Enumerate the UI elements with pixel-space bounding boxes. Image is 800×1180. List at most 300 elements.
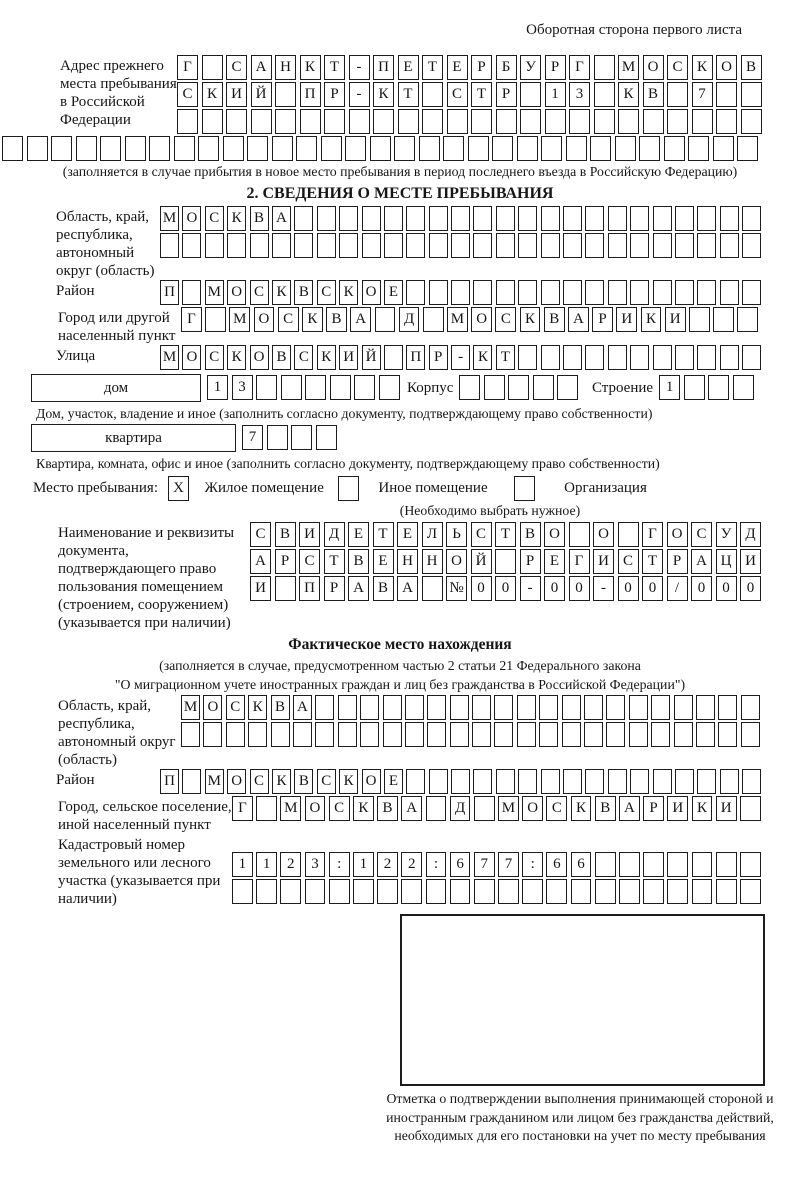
char-box[interactable]: С <box>317 769 336 794</box>
char-box[interactable] <box>595 879 616 904</box>
char-box[interactable]: С <box>329 796 350 821</box>
char-box[interactable] <box>643 852 664 877</box>
char-box[interactable] <box>563 233 582 258</box>
char-box[interactable] <box>533 375 554 400</box>
char-box[interactable] <box>149 136 170 161</box>
char-box[interactable] <box>406 769 425 794</box>
char-box[interactable] <box>423 307 444 332</box>
char-box[interactable]: П <box>160 769 179 794</box>
char-box[interactable] <box>468 136 489 161</box>
char-box[interactable]: Й <box>251 82 272 107</box>
char-box[interactable] <box>251 109 272 134</box>
char-box[interactable] <box>618 109 639 134</box>
char-box[interactable] <box>571 879 592 904</box>
char-box[interactable]: : <box>426 852 447 877</box>
char-box[interactable] <box>697 769 716 794</box>
char-box[interactable] <box>232 879 253 904</box>
char-box[interactable]: Е <box>544 549 565 574</box>
char-box[interactable] <box>718 695 737 720</box>
char-box[interactable]: К <box>692 55 713 80</box>
char-box[interactable]: И <box>593 549 614 574</box>
char-box[interactable] <box>429 206 448 231</box>
char-box[interactable]: В <box>544 307 565 332</box>
char-box[interactable]: С <box>177 82 198 107</box>
char-box[interactable] <box>518 769 537 794</box>
char-box[interactable] <box>522 879 543 904</box>
char-box[interactable] <box>226 109 247 134</box>
char-box[interactable] <box>198 136 219 161</box>
char-box[interactable] <box>294 233 313 258</box>
char-box[interactable]: X <box>168 476 189 501</box>
char-box[interactable]: О <box>593 522 614 547</box>
char-box[interactable]: Р <box>324 576 345 601</box>
char-box[interactable]: В <box>373 576 394 601</box>
char-box[interactable]: 0 <box>716 576 737 601</box>
char-box[interactable]: А <box>350 307 371 332</box>
char-box[interactable] <box>406 233 425 258</box>
char-box[interactable] <box>608 280 627 305</box>
char-box[interactable] <box>541 280 560 305</box>
char-box[interactable] <box>405 695 424 720</box>
char-box[interactable] <box>514 476 535 501</box>
char-box[interactable] <box>353 879 374 904</box>
char-box[interactable] <box>674 722 693 747</box>
char-box[interactable]: Е <box>447 55 468 80</box>
char-box[interactable] <box>202 109 223 134</box>
char-box[interactable] <box>471 109 492 134</box>
char-box[interactable] <box>716 109 737 134</box>
char-box[interactable] <box>563 206 582 231</box>
char-box[interactable] <box>203 722 222 747</box>
char-box[interactable]: К <box>317 345 336 370</box>
char-box[interactable]: О <box>471 307 492 332</box>
char-box[interactable]: С <box>226 55 247 80</box>
char-box[interactable] <box>741 722 760 747</box>
char-box[interactable]: С <box>667 55 688 80</box>
char-box[interactable] <box>697 206 716 231</box>
char-box[interactable] <box>272 233 291 258</box>
char-box[interactable] <box>315 695 334 720</box>
char-box[interactable] <box>518 206 537 231</box>
char-box[interactable] <box>692 109 713 134</box>
char-box[interactable]: Й <box>362 345 381 370</box>
char-box[interactable] <box>517 722 536 747</box>
char-box[interactable]: В <box>326 307 347 332</box>
char-box[interactable] <box>740 796 761 821</box>
char-box[interactable] <box>630 769 649 794</box>
char-box[interactable]: В <box>294 280 313 305</box>
char-box[interactable] <box>492 136 513 161</box>
char-box[interactable] <box>447 109 468 134</box>
char-box[interactable] <box>495 549 516 574</box>
char-box[interactable]: О <box>254 307 275 332</box>
char-box[interactable] <box>496 769 515 794</box>
char-box[interactable] <box>339 233 358 258</box>
char-box[interactable] <box>422 82 443 107</box>
char-box[interactable] <box>345 136 366 161</box>
char-box[interactable] <box>563 769 582 794</box>
char-box[interactable] <box>653 233 672 258</box>
char-box[interactable]: С <box>250 769 269 794</box>
char-box[interactable] <box>742 769 761 794</box>
char-box[interactable]: О <box>250 345 269 370</box>
char-box[interactable] <box>653 769 672 794</box>
char-box[interactable] <box>716 879 737 904</box>
char-box[interactable]: Е <box>384 280 403 305</box>
char-box[interactable] <box>256 879 277 904</box>
char-box[interactable]: В <box>741 55 762 80</box>
char-box[interactable]: 2 <box>401 852 422 877</box>
char-box[interactable] <box>496 280 515 305</box>
char-box[interactable] <box>557 375 578 400</box>
char-box[interactable] <box>718 722 737 747</box>
char-box[interactable]: Т <box>495 522 516 547</box>
char-box[interactable]: М <box>160 345 179 370</box>
char-box[interactable] <box>562 695 581 720</box>
char-box[interactable]: Т <box>324 55 345 80</box>
char-box[interactable]: П <box>160 280 179 305</box>
char-box[interactable] <box>370 136 391 161</box>
char-box[interactable] <box>256 375 277 400</box>
char-box[interactable]: Г <box>569 549 590 574</box>
char-box[interactable]: М <box>229 307 250 332</box>
char-box[interactable]: И <box>299 522 320 547</box>
char-box[interactable] <box>742 280 761 305</box>
char-box[interactable]: К <box>272 769 291 794</box>
char-box[interactable] <box>629 722 648 747</box>
char-box[interactable] <box>250 233 269 258</box>
char-box[interactable] <box>422 576 443 601</box>
char-box[interactable]: В <box>348 549 369 574</box>
char-box[interactable] <box>675 345 694 370</box>
char-box[interactable] <box>300 109 321 134</box>
char-box[interactable] <box>720 769 739 794</box>
char-box[interactable] <box>182 280 201 305</box>
char-box[interactable] <box>692 879 713 904</box>
char-box[interactable]: К <box>520 307 541 332</box>
char-box[interactable] <box>398 109 419 134</box>
char-box[interactable]: К <box>202 82 223 107</box>
char-box[interactable]: В <box>271 695 290 720</box>
char-box[interactable] <box>569 109 590 134</box>
char-box[interactable] <box>293 722 312 747</box>
char-box[interactable]: В <box>250 206 269 231</box>
char-box[interactable] <box>520 109 541 134</box>
char-box[interactable] <box>2 136 23 161</box>
char-box[interactable] <box>720 233 739 258</box>
char-box[interactable]: 2 <box>280 852 301 877</box>
char-box[interactable]: 3 <box>305 852 326 877</box>
char-box[interactable]: А <box>401 796 422 821</box>
char-box[interactable]: А <box>348 576 369 601</box>
char-box[interactable]: В <box>275 522 296 547</box>
char-box[interactable]: № <box>446 576 467 601</box>
char-box[interactable]: 0 <box>471 576 492 601</box>
char-box[interactable] <box>427 695 446 720</box>
char-box[interactable]: М <box>205 769 224 794</box>
char-box[interactable] <box>563 280 582 305</box>
char-box[interactable]: Й <box>471 549 492 574</box>
char-box[interactable] <box>474 879 495 904</box>
char-box[interactable]: Ь <box>446 522 467 547</box>
char-box[interactable] <box>541 345 560 370</box>
char-box[interactable]: М <box>447 307 468 332</box>
char-box[interactable]: О <box>544 522 565 547</box>
char-box[interactable]: О <box>667 522 688 547</box>
char-box[interactable] <box>429 280 448 305</box>
char-box[interactable] <box>741 109 762 134</box>
char-box[interactable] <box>375 307 396 332</box>
char-box[interactable] <box>182 233 201 258</box>
char-box[interactable]: Е <box>384 769 403 794</box>
char-box[interactable] <box>518 345 537 370</box>
char-box[interactable] <box>383 695 402 720</box>
char-box[interactable] <box>401 879 422 904</box>
char-box[interactable] <box>741 695 760 720</box>
char-box[interactable]: А <box>691 549 712 574</box>
char-box[interactable] <box>675 233 694 258</box>
char-box[interactable]: И <box>665 307 686 332</box>
char-box[interactable]: Р <box>520 549 541 574</box>
char-box[interactable] <box>450 879 471 904</box>
char-box[interactable] <box>496 206 515 231</box>
char-box[interactable] <box>741 82 762 107</box>
char-box[interactable] <box>354 375 375 400</box>
char-box[interactable]: А <box>272 206 291 231</box>
char-box[interactable] <box>484 375 505 400</box>
char-box[interactable] <box>321 136 342 161</box>
char-box[interactable]: К <box>353 796 374 821</box>
char-box[interactable] <box>280 879 301 904</box>
char-box[interactable]: Р <box>429 345 448 370</box>
char-box[interactable]: 0 <box>495 576 516 601</box>
char-box[interactable] <box>594 82 615 107</box>
char-box[interactable]: : <box>329 852 350 877</box>
char-box[interactable]: 0 <box>569 576 590 601</box>
char-box[interactable] <box>541 769 560 794</box>
char-box[interactable] <box>450 722 469 747</box>
char-box[interactable]: 7 <box>474 852 495 877</box>
char-box[interactable]: А <box>293 695 312 720</box>
char-box[interactable]: Д <box>740 522 761 547</box>
char-box[interactable]: Г <box>232 796 253 821</box>
char-box[interactable] <box>405 722 424 747</box>
char-box[interactable] <box>360 695 379 720</box>
char-box[interactable] <box>76 136 97 161</box>
char-box[interactable] <box>394 136 415 161</box>
char-box[interactable] <box>708 375 729 400</box>
char-box[interactable] <box>585 233 604 258</box>
char-box[interactable]: Р <box>667 549 688 574</box>
char-box[interactable] <box>384 206 403 231</box>
char-box[interactable] <box>740 852 761 877</box>
char-box[interactable]: К <box>339 769 358 794</box>
char-box[interactable]: К <box>641 307 662 332</box>
char-box[interactable] <box>720 280 739 305</box>
char-box[interactable]: М <box>160 206 179 231</box>
char-box[interactable]: 1 <box>545 82 566 107</box>
char-box[interactable]: Н <box>397 549 418 574</box>
char-box[interactable] <box>737 307 758 332</box>
char-box[interactable] <box>733 375 754 400</box>
char-box[interactable] <box>275 82 296 107</box>
char-box[interactable]: И <box>740 549 761 574</box>
char-box[interactable] <box>539 722 558 747</box>
char-box[interactable]: Г <box>181 307 202 332</box>
char-box[interactable]: О <box>716 55 737 80</box>
char-box[interactable] <box>406 206 425 231</box>
char-box[interactable] <box>181 722 200 747</box>
char-box[interactable]: 0 <box>642 576 663 601</box>
char-box[interactable] <box>360 722 379 747</box>
char-box[interactable] <box>316 425 337 450</box>
char-box[interactable] <box>546 879 567 904</box>
char-box[interactable]: Л <box>422 522 443 547</box>
char-box[interactable]: А <box>397 576 418 601</box>
char-box[interactable]: Р <box>545 55 566 80</box>
char-box[interactable] <box>608 206 627 231</box>
char-box[interactable] <box>539 695 558 720</box>
char-box[interactable] <box>643 109 664 134</box>
char-box[interactable]: О <box>203 695 222 720</box>
char-box[interactable] <box>630 206 649 231</box>
char-box[interactable] <box>473 233 492 258</box>
char-box[interactable] <box>696 722 715 747</box>
char-box[interactable] <box>429 233 448 258</box>
char-box[interactable]: О <box>182 206 201 231</box>
char-box[interactable]: П <box>300 82 321 107</box>
char-box[interactable] <box>595 852 616 877</box>
char-box[interactable] <box>373 109 394 134</box>
char-box[interactable]: К <box>618 82 639 107</box>
char-box[interactable] <box>651 695 670 720</box>
char-box[interactable]: С <box>546 796 567 821</box>
char-box[interactable]: О <box>522 796 543 821</box>
char-box[interactable] <box>697 345 716 370</box>
char-box[interactable] <box>419 136 440 161</box>
char-box[interactable] <box>584 722 603 747</box>
char-box[interactable]: 2 <box>377 852 398 877</box>
char-box[interactable] <box>674 695 693 720</box>
char-box[interactable] <box>451 280 470 305</box>
char-box[interactable]: С <box>618 549 639 574</box>
char-box[interactable] <box>697 233 716 258</box>
char-box[interactable]: И <box>716 796 737 821</box>
char-box[interactable] <box>737 136 758 161</box>
char-box[interactable]: Д <box>324 522 345 547</box>
char-box[interactable] <box>541 136 562 161</box>
char-box[interactable]: Т <box>422 55 443 80</box>
char-box[interactable] <box>643 879 664 904</box>
char-box[interactable] <box>541 233 560 258</box>
char-box[interactable] <box>281 375 302 400</box>
char-box[interactable] <box>339 206 358 231</box>
char-box[interactable]: О <box>643 55 664 80</box>
char-box[interactable]: С <box>495 307 516 332</box>
char-box[interactable] <box>324 109 345 134</box>
char-box[interactable]: С <box>205 345 224 370</box>
char-box[interactable] <box>569 522 590 547</box>
char-box[interactable] <box>653 206 672 231</box>
char-box[interactable]: У <box>716 522 737 547</box>
char-box[interactable]: С <box>294 345 313 370</box>
char-box[interactable]: 7 <box>242 425 263 450</box>
char-box[interactable] <box>275 576 296 601</box>
char-box[interactable] <box>742 206 761 231</box>
char-box[interactable]: 1 <box>232 852 253 877</box>
char-box[interactable] <box>451 206 470 231</box>
char-box[interactable] <box>619 879 640 904</box>
char-box[interactable]: К <box>302 307 323 332</box>
char-box[interactable]: Р <box>496 82 517 107</box>
char-box[interactable] <box>619 852 640 877</box>
char-box[interactable] <box>675 769 694 794</box>
char-box[interactable] <box>338 695 357 720</box>
char-box[interactable]: О <box>362 769 381 794</box>
char-box[interactable]: - <box>520 576 541 601</box>
char-box[interactable] <box>379 375 400 400</box>
char-box[interactable] <box>51 136 72 161</box>
char-box[interactable]: В <box>272 345 291 370</box>
char-box[interactable] <box>653 345 672 370</box>
char-box[interactable]: И <box>616 307 637 332</box>
char-box[interactable]: М <box>205 280 224 305</box>
char-box[interactable] <box>256 796 277 821</box>
char-box[interactable] <box>713 307 734 332</box>
char-box[interactable]: С <box>691 522 712 547</box>
char-box[interactable] <box>713 136 734 161</box>
char-box[interactable]: А <box>251 55 272 80</box>
char-box[interactable] <box>520 82 541 107</box>
char-box[interactable]: Т <box>642 549 663 574</box>
char-box[interactable] <box>594 109 615 134</box>
char-box[interactable]: К <box>227 206 246 231</box>
char-box[interactable]: И <box>226 82 247 107</box>
char-box[interactable] <box>518 233 537 258</box>
char-box[interactable]: К <box>473 345 492 370</box>
char-box[interactable] <box>406 280 425 305</box>
char-box[interactable] <box>545 109 566 134</box>
char-box[interactable] <box>584 695 603 720</box>
char-box[interactable] <box>496 109 517 134</box>
char-box[interactable]: П <box>299 576 320 601</box>
char-box[interactable] <box>594 55 615 80</box>
char-box[interactable] <box>422 109 443 134</box>
char-box[interactable] <box>664 136 685 161</box>
char-box[interactable] <box>205 307 226 332</box>
char-box[interactable]: В <box>643 82 664 107</box>
char-box[interactable] <box>566 136 587 161</box>
char-box[interactable] <box>684 375 705 400</box>
char-box[interactable] <box>174 136 195 161</box>
char-box[interactable] <box>667 109 688 134</box>
char-box[interactable]: П <box>373 55 394 80</box>
char-box[interactable]: О <box>305 796 326 821</box>
char-box[interactable]: Р <box>471 55 492 80</box>
char-box[interactable]: 0 <box>544 576 565 601</box>
char-box[interactable] <box>275 109 296 134</box>
char-box[interactable] <box>590 136 611 161</box>
char-box[interactable]: И <box>250 576 271 601</box>
char-box[interactable]: Р <box>324 82 345 107</box>
char-box[interactable] <box>315 722 334 747</box>
char-box[interactable] <box>459 375 480 400</box>
char-box[interactable] <box>498 879 519 904</box>
char-box[interactable]: : <box>522 852 543 877</box>
char-box[interactable]: К <box>272 280 291 305</box>
char-box[interactable] <box>443 136 464 161</box>
char-box[interactable] <box>473 769 492 794</box>
